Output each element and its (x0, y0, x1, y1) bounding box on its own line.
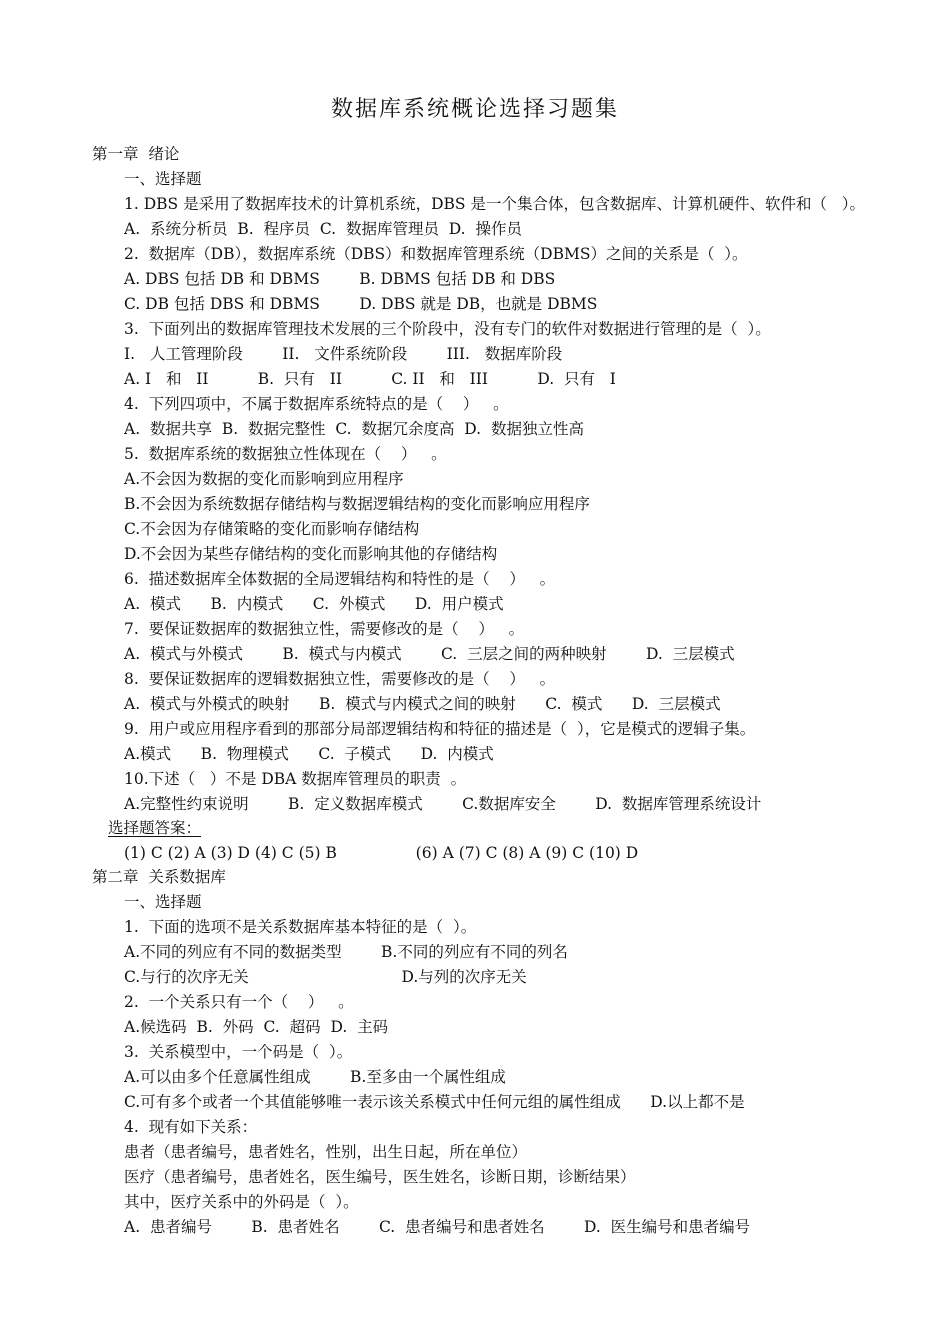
option-line: I. 人工管理阶段 II. 文件系统阶段 III. 数据库阶段 (124, 345, 563, 363)
question-line: 2. 数据库（DB），数据库系统（DBS）和数据库管理系统（DBMS）之间的关系是（ ）。 (124, 245, 748, 263)
option-line: A. 模式 B. 内模式 C. 外模式 D. 用户模式 (124, 595, 504, 613)
relation-line: 医疗（患者编号，患者姓名，医生编号，医生姓名，诊断日期，诊断结果） (124, 1168, 636, 1186)
chapter2-heading: 第二章 关系数据库 (92, 868, 226, 886)
question-line: 9. 用户或应用程序看到的那部分局部逻辑结构和特征的描述是（ ），它是模式的逻辑子集。 (124, 720, 756, 738)
question-line: 10.下述（ ）不是 DBA 数据库管理员的职责 。 (124, 770, 467, 788)
option-line: A. DBS 包括 DB 和 DBMS B. DBMS 包括 DB 和 DBS (124, 270, 556, 288)
question-line: 4. 下列四项中，不属于数据库系统特点的是（ ） 。 (124, 395, 509, 413)
question-line: 其中，医疗关系中的外码是（ ）。 (124, 1193, 359, 1211)
option-line: A.可以由多个任意属性组成 B.至多由一个属性组成 (124, 1068, 506, 1086)
question-line: 3. 关系模型中，一个码是（ ）。 (124, 1043, 353, 1061)
answers-label: 选择题答案： (108, 819, 202, 837)
question-line: 2. 一个关系只有一个（ ） 。 (124, 993, 354, 1011)
option-line: C.可有多个或者一个其值能够唯一表示该关系模式中任何元组的属性组成 D.以上都不是 (124, 1093, 745, 1111)
option-line: B.不会因为系统数据存储结构与数据逻辑结构的变化而影响应用程序 (124, 495, 590, 513)
option-line: A. 模式与外模式 B. 模式与内模式 C. 三层之间的两种映射 D. 三层模式 (124, 645, 735, 663)
chapter2-section-heading: 一、选择题 (124, 893, 202, 911)
chapter1-section-heading: 一、选择题 (124, 170, 202, 188)
document-title: 数据库系统概论选择习题集 (330, 97, 619, 122)
option-line: A.完整性约束说明 B. 定义数据库模式 C.数据库安全 D. 数据库管理系统设计 (124, 795, 762, 813)
chapter1-heading: 第一章 绪论 (92, 145, 180, 163)
option-line: A. 模式与外模式的映射 B. 模式与内模式之间的映射 C. 模式 D. 三层模式 (124, 695, 721, 713)
option-line: A. I 和 II B. 只有 II C. II 和 III D. 只有 I (124, 370, 616, 388)
option-line: C. DB 包括 DBS 和 DBMS D. DBS 就是 DB，也就是 DBMS (124, 295, 598, 313)
option-line: C.与行的次序无关 D.与列的次序无关 (124, 968, 527, 986)
option-line: A.模式 B. 物理模式 C. 子模式 D. 内模式 (124, 745, 494, 763)
relation-line: 患者（患者编号，患者姓名，性别，出生日起，所在单位） (124, 1143, 528, 1161)
question-line: 4. 现有如下关系： (124, 1118, 258, 1136)
question-line: 3. 下面列出的数据库管理技术发展的三个阶段中，没有专门的软件对数据进行管理的是（ ）。 (124, 320, 771, 338)
option-line: A.候选码 B. 外码 C. 超码 D. 主码 (124, 1018, 389, 1036)
option-line: A. 数据共享 B. 数据完整性 C. 数据冗余度高 D. 数据独立性高 (124, 420, 584, 438)
question-line: 1. 下面的选项不是关系数据库基本特征的是（ ）。 (124, 918, 477, 936)
option-line: C.不会因为存储策略的变化而影响存储结构 (124, 520, 420, 538)
option-line: A. 患者编号 B. 患者姓名 C. 患者编号和患者姓名 D. 医生编号和患者编号 (124, 1218, 751, 1236)
answers-line: (1) C (2) A (3) D (4) C (5) B (6) A (7) C (8) A (9) C (10) D (124, 844, 639, 862)
option-line: A.不会因为数据的变化而影响到应用程序 (124, 470, 404, 488)
option-line: D.不会因为某些存储结构的变化而影响其他的存储结构 (124, 545, 498, 563)
question-line: 6. 描述数据库全体数据的全局逻辑结构和特性的是（ ） 。 (124, 570, 556, 588)
option-line: A.不同的列应有不同的数据类型 B.不同的列应有不同的列名 (124, 943, 568, 961)
option-line: A. 系统分析员 B. 程序员 C. 数据库管理员 D. 操作员 (124, 220, 522, 238)
question-line: 5. 数据库系统的数据独立性体现在（ ） 。 (124, 445, 447, 463)
question-line: 7. 要保证数据库的数据独立性，需要修改的是（ ） 。 (124, 620, 525, 638)
question-line: 8. 要保证数据库的逻辑数据独立性，需要修改的是（ ） 。 (124, 670, 556, 688)
question-line: 1. DBS 是采用了数据库技术的计算机系统，DBS 是一个集合体，包含数据库、计算机硬件、软件和（ ）。 (124, 195, 865, 213)
